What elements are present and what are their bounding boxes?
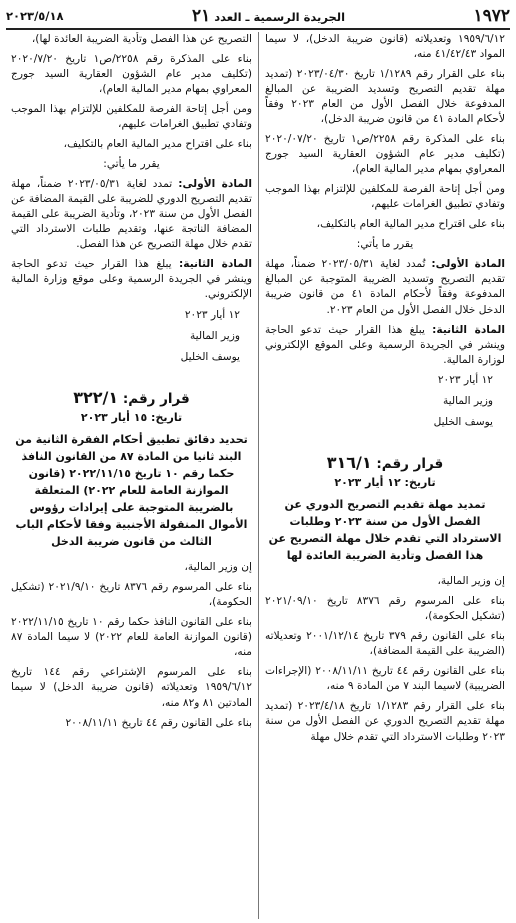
right-column [258, 32, 511, 919]
signature-block [11, 308, 252, 365]
article-2-label: المادة الثانية: [432, 323, 505, 336]
paragraph: بناء على اقتراح مدير المالية العام بالتكليف، [316, 218, 505, 231]
article-1-text: تمدد لغاية ٢٠٢٣/٠٥/٣١ ضمناً، مهلة تقديم التصريح الدوري للضريبة على القيمة المضافة عن الفصل الأول من سنة ٢٠٢٣، وتأدية الضريبة على القيمة المضافة الناتجة عنها، وتقديم طلبات الاسترداد التي تقدم خلال مهلة التصريح عن هذا الفصل. [11, 178, 253, 251]
paragraph: إن وزير المالية، [437, 575, 505, 588]
paragraph: بناء على القانون رقم ٣٧٩ تاريخ ٢٠٠١/١٢/١٤ وتعديلاته (الضريبة على القيمة المضافة)، [265, 630, 505, 658]
page-number: ١٩٧٢ [473, 6, 510, 26]
paragraph: ومن أجل إتاحة الفرصة للمكلفين للإلتزام بهذا الموجب وتفادي تطبيق الغرامات عليهم، [265, 183, 505, 211]
decision-date: تاريخ: ١٢ أيار ٢٠٢٣ [334, 476, 436, 490]
article-1-label: المادة الأولى: [178, 178, 253, 191]
article-2-text: يبلغ هذا القرار حيث تدعو الحاجة وينشر في الجريدة الرسمية وعلى موقع وزارة المالية الإلكتروني. [11, 258, 252, 301]
gazette-title [192, 6, 345, 26]
decision-label: قرار رقم: [122, 390, 190, 407]
article-1-text: تُمدد لغاية ٢٠٢٣/٠٥/٣١ ضمناً، مهلة تقديم التصريح وتسديد الضريبة المتوجبة عن المبالغ المدفوعة وفقاً لأحكام المادة ٤١ من قانون ضريبة الدخل خلال الفصل الأول من العام ٢٠٢٣. [265, 258, 506, 316]
decision-title: تمديد مهلة تقديم التصريح الدوري عن الفصل الأول من سنة ٢٠٢٣ وطلبات الاسترداد التي تقدم خلال مهلة التصريح عن هذا الفصل وتأدية الضريبة العائدة لها [268, 498, 502, 563]
decision-header [265, 452, 505, 491]
decides-heading: يقرر ما يأتي: [356, 238, 414, 251]
paragraph: بناء على المذكرة رقم ٢٢٥٨/ص١ تاريخ ٢٠٢٠/٧/٢٠ (تكليف مدير عام الشؤون العقارية السيد جورج المعراوي بمهام مدير المالية العام)، [11, 53, 252, 96]
paragraph: بناء على المرسوم رقم ٨٣٧٦ تاريخ ٢٠٢١/٩/١٠ (تشكيل الحكومة)، [11, 581, 252, 609]
signature-block [265, 373, 505, 430]
gazette-title-text: الجريدة الرسمية ـ العدد [214, 10, 346, 24]
paragraph: بناء على اقتراح مدير المالية العام بالتكليف، [63, 138, 252, 151]
paragraph: إن وزير المالية، [184, 561, 252, 574]
article-2-text: يبلغ هذا القرار حيث تدعو الحاجة وينشر في الجريدة الرسمية وعلى الموقع الإلكتروني لوزارة المالية. [265, 323, 505, 366]
paragraph: بناء على المرسوم رقم ٨٣٧٦ تاريخ ٢٠٢١/٠٩/١٠ (تشكيل الحكومة)، [265, 595, 505, 623]
article-2 [11, 257, 252, 302]
paragraph: التصريح عن هذا الفصل وتأدية الضريبة العائدة لها)، [31, 33, 252, 45]
paragraph: ومن أجل إتاحة الفرصة للمكلفين للإلتزام بهذا الموجب وتفادي تطبيق الغرامات عليهم، [11, 103, 252, 131]
signature-role: وزير المالية [442, 394, 493, 407]
article-1-label: المادة الأولى: [431, 258, 505, 271]
decision-number-value: ٣١٦/١ [326, 452, 372, 472]
decision-header [11, 387, 252, 426]
decides-heading: يقرر ما يأتي: [103, 158, 160, 171]
article-2 [265, 323, 505, 368]
signature-role: وزير المالية [189, 329, 240, 342]
paragraph: بناء على المذكرة رقم ٢٢٥٨/ص١ تاريخ ٢٠٢٠/٠٧/٢٠ (تكليف مدير عام الشؤون العقارية السيد جورج المعراوي بمهام مدير المالية العام)، [265, 133, 505, 176]
decision-label: قرار رقم: [376, 455, 444, 472]
paragraph: بناء على القانون النافذ حكما رقم ١٠ تاريخ ٢٠٢٢/١١/١٥ (قانون الموازنة العامة للعام ٢٠٢٢) لا سيما المادة ٨٧ منه، [11, 616, 252, 659]
left-column [5, 32, 258, 919]
article-1 [265, 257, 505, 317]
decision-number [265, 452, 505, 475]
paragraph: بناء على المرسوم الإشتراعي رقم ١٤٤ تاريخ ١٩٥٩/٦/١٢ وتعديلاته (قانون ضريبة الدخل) لا سيما المادتين ٨١ و٨٢ منه، [11, 666, 252, 709]
paragraph: بناء على القانون رقم ٤٤ تاريخ ٢٠٠٨/١١/١١ (الإجراءات الضريبية) لاسيما البند ٧ من المادة ٩ منه، [265, 665, 505, 693]
page-columns [5, 32, 511, 919]
page-header [6, 4, 510, 30]
paragraph: بناء على القرار رقم ١/١٢٨٩ تاريخ ٢٠٢٣/٠٤/٣٠ (تمديد مهلة تقديم التصريح وتسديد الضريبة عن المبالغ المدفوعة خلال الفصل الأول من العام ٢٠٢٣ وفقاً لأحكام المادة ٤١ من قانون ضريبة الدخل)، [265, 68, 505, 126]
paragraph: بناء على القرار رقم ١/١٢٨٣ تاريخ ٢٠٢٣/٤/١٨ (تمديد مهلة تقديم التصريح الدوري عن الفصل الأول من سنة ٢٠٢٣ وطلبات الاسترداد التي تقدم خلال مهلة [265, 700, 505, 743]
signature-date: ١٢ أيار ٢٠٢٣ [184, 308, 240, 321]
decision-date: تاريخ: ١٥ أيار ٢٠٢٣ [80, 411, 183, 425]
paragraph: ١٩٥٩/٦/١٢ وتعديلاته (قانون ضريبة الدخل)، لا سيما المواد ٤١/٤٢/٤٣ منه، [265, 33, 505, 61]
issue-number: ٢١ [191, 6, 211, 26]
decision-number-value: ٣٢٢/١ [73, 387, 119, 407]
signature-date: ١٢ أيار ٢٠٢٣ [437, 373, 493, 386]
issue-date: ٢٠٢٣/٥/١٨ [6, 9, 64, 23]
paragraph: بناء على القانون رقم ٤٤ تاريخ ٢٠٠٨/١١/١١ [65, 716, 252, 729]
decision-number [11, 387, 252, 410]
signature-name: يوسف الخليل [180, 350, 240, 363]
signature-name: يوسف الخليل [433, 415, 493, 428]
article-1 [11, 177, 252, 252]
decision-title: تحديد دقائق تطبيق أحكام الفقرة الثانية من البند ثانيا من المادة ٨٧ من القانون النافذ حكما رقم ١٠ تاريخ ٢٠٢٢/١١/١٥ (قانون الموازنة العامة للعام ٢٠٢٢) المتعلقة بالضريبة المتوجبة على إيرادات رؤوس الأموال المنقولة الأجنبية وفقا لأحكام الباب الثالث من قانون ضريبة الدخل [15, 432, 248, 549]
article-2-label: المادة الثانية: [179, 258, 252, 271]
